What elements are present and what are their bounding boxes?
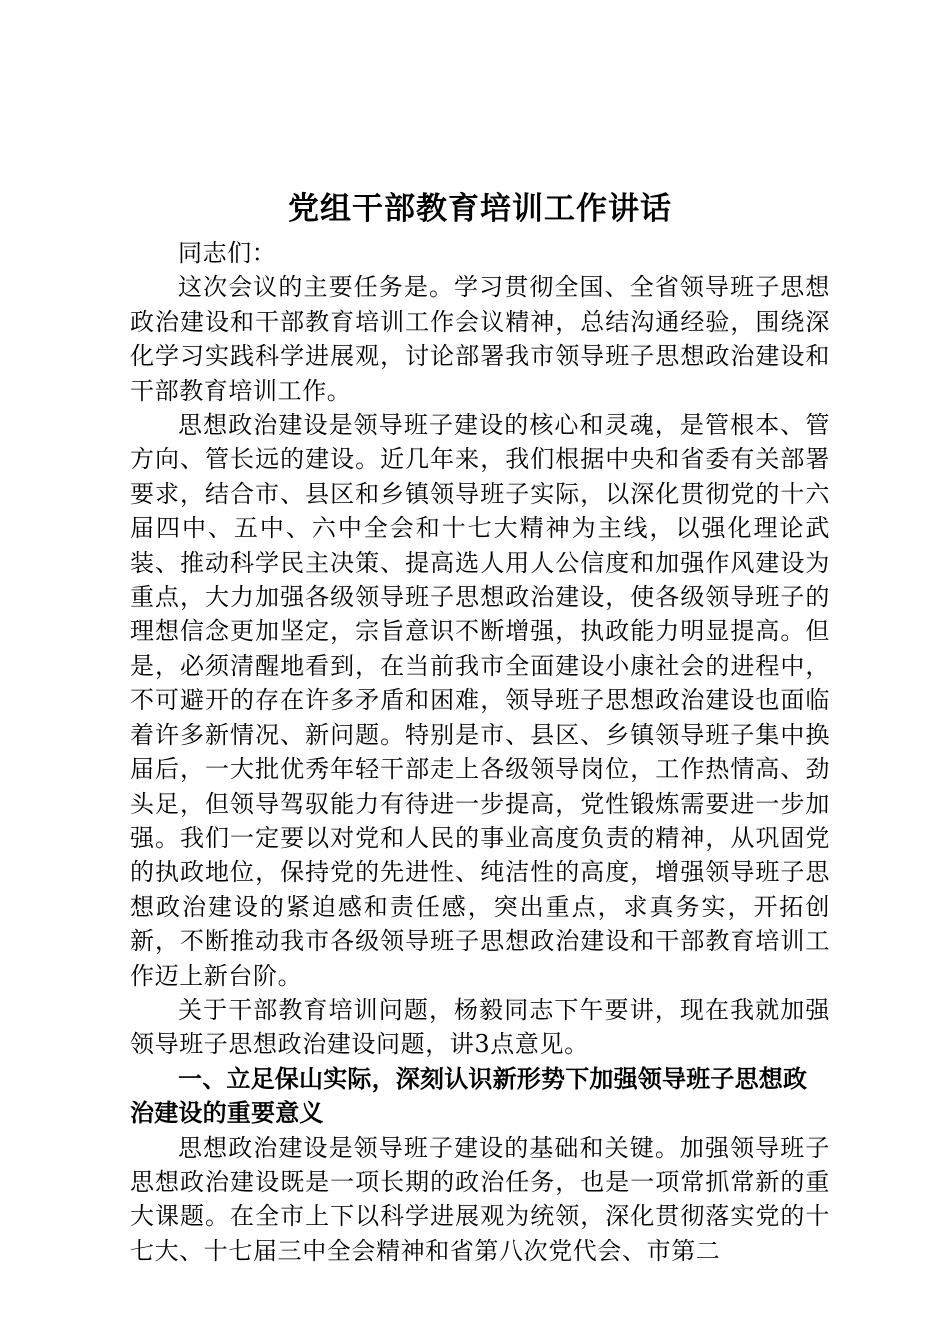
body-paragraph-3: 关于干部教育培训问题，杨毅同志下午要讲，现在我就加强领导班子思想政治建设问题，讲3点意见。: [130, 995, 830, 1059]
document-page: [130, 182, 830, 1268]
body-paragraph-1: 这次会议的主要任务是。学习贯彻全国、全省领导班子思想政治建设和干部教育培训工作会议精神，总结沟通经验，围绕深化学习实践科学进展观，讨论部署我市领导班子思想政治建设和干部教育培训工作。: [130, 273, 830, 405]
body-paragraph-2: 思想政治建设是领导班子建设的核心和灵魂，是管根本、管方向、管长远的建设。近几年来，我们根据中央和省委有关部署要求，结合市、县区和乡镇领导班子实际，以深化贯彻党的十六届四中、五中、六中全会和十七大精神为主线，以强化理论武装、推动科学民主决策、提高选人用人公信度和加强作风建设为重点，大力加强各级领导班子思想政治建设，使各级领导班子的理想信念更加坚定，宗旨意识不断增强，执政能力明显提高。但是，必须清醒地看到，在当前我市全面建设小康社会的进程中，不可避开的存在许多矛盾和困难，领导班子思想政治建设也面临着许多新情况、新问题。特别是市、县区、乡镇领导班子集中换届后，一大批优秀年轻干部走上各级领导岗位，工作热情高、劲头足，但领导驾驭能力有待进一步提高，党性锻炼需要进一步加强。我们一定要以对党和人民的事业高度负责的精神，从巩固党的执政地位，保持党的先进性、纯洁性的高度，增强领导班子思想政治建设的紧迫感和责任感，突出重点，求真务实，开拓创新，不断推动我市各级领导班子思想政治建设和干部教育培训工作迈上新台阶。: [130, 411, 830, 990]
section-heading-1: 一、立足保山实际，深刻认识新形势下加强领导班子思想政治建设的重要意义: [130, 1064, 808, 1128]
document-title: 党组干部教育培训工作讲话: [288, 191, 672, 227]
section-1-paragraph: 思想政治建设是领导班子建设的基础和关键。加强领导班子思想政治建设既是一项长期的政治任务，也是一项常抓常新的重大课题。在全市上下以科学进展观为统领，深化贯彻落实党的十七大、十七届三中全会精神和省第八次党代会、市第二: [130, 1133, 830, 1265]
salutation: 同志们：: [178, 239, 277, 267]
